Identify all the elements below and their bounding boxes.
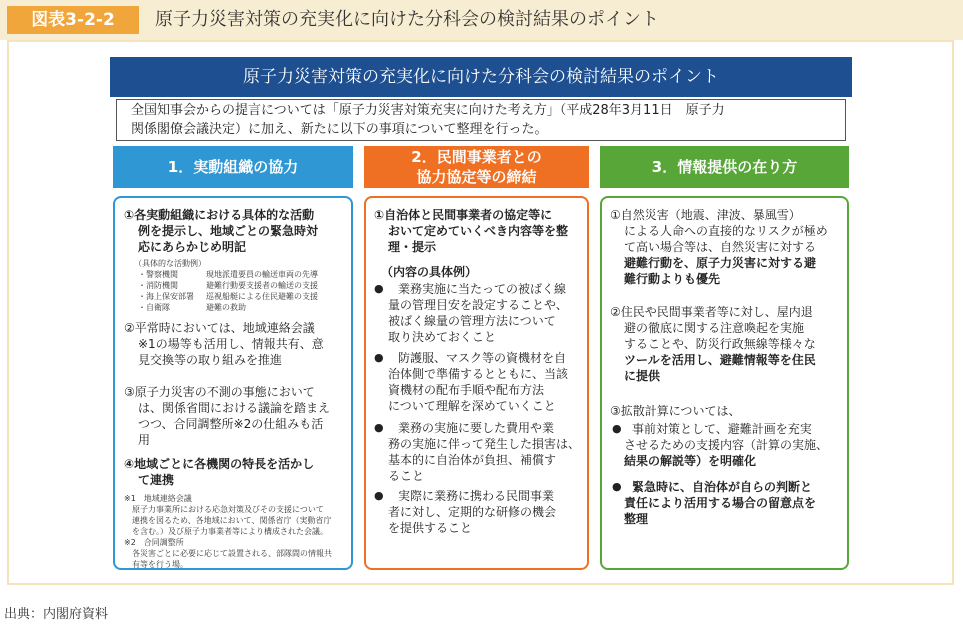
col2-bullet-line: 取り決めておくこと — [388, 330, 497, 344]
col3-item2-line: することや、防災行政無線等様々な — [624, 337, 816, 351]
col2-bullet-line: 治体側で準備するとともに、当該 — [388, 367, 569, 381]
col3-bullet-line: 責任により活用する場合の留意点を — [624, 496, 817, 510]
col2-bullet-line: について理解を深めていくこと — [388, 399, 556, 413]
col3-item2-line: ②住民や民間事業者等に対し、屋内退 — [610, 305, 813, 319]
col1-note: ※2 合同調整所 — [124, 538, 184, 547]
col1-example-agency: ・海上保安部署 — [138, 292, 194, 301]
col1-item3-line: つつ、合同調整所※2の仕組みも活 — [138, 417, 324, 431]
bullet-icon: ● — [612, 422, 622, 435]
col2-bullet-line: 防護服、マスク等の資機材を自 — [398, 351, 567, 365]
col1-item4-line: て連携 — [138, 473, 175, 487]
col2-bullet-line: 務の実施に伴って発生した損害は、 — [388, 437, 581, 451]
col1-item2-line: ②平常時においては、地域連絡会議 — [124, 321, 315, 335]
col1-example-activity: 避難行動要支援者の輸送の支援 — [206, 281, 318, 290]
col1-item2-line: ※1の場等も活用し、情報共有、意 — [138, 337, 324, 351]
col1-note: を含む。）及び原子力事業者等により構成された会議。 — [124, 527, 328, 536]
col1-example-agency: ・警察機関 — [138, 270, 178, 279]
col1-item1-line: 例を提示し、地域ごとの緊急時対 — [138, 224, 319, 238]
col1-item3-line: 用 — [138, 433, 151, 447]
col1-example-activity: 避難の救助 — [206, 303, 246, 312]
col3-item1-line: 避難行動を、原子力災害に対する避 — [624, 256, 817, 270]
col2-bullet-line: を提供すること — [388, 521, 473, 535]
col2-bullet-line: 資機材の配布手順や配布方法 — [388, 383, 545, 397]
col2-bullet-line: 業務実施に当たっての被ばく線 — [398, 282, 567, 296]
col1-item1-line: 応にあらかじめ明記 — [138, 240, 247, 254]
column-1-header — [113, 146, 353, 188]
col2-intro-line: ①自治体と民間事業者の協定等に — [374, 208, 553, 222]
column-2-header-text: 協力協定等の締結 — [416, 168, 537, 186]
col1-note: ※1 地域連絡会議 — [124, 494, 192, 503]
col3-item1-line: による人命への直接的なリスクが極め — [624, 224, 828, 238]
col1-item3-line: は、関係省間における議論を踏まえ — [138, 401, 331, 415]
col2-intro-line: 理・提示 — [388, 240, 437, 254]
col2-bullet-line: 基本的に自治体が負担、補償す — [388, 453, 557, 467]
col3-bullet-line: 結果の解説等）を明確化 — [624, 454, 757, 468]
bullet-icon: ● — [374, 282, 384, 295]
col3-item2-line: ツールを活用し、避難情報等を住民 — [624, 353, 816, 367]
col1-item2-line: 見交換等の取り組みを推進 — [138, 353, 283, 367]
column-3-header-text: 3．情報提供の在り方 — [651, 158, 798, 176]
col3-item1-line: ①自然災害（地震、津波、暴風雪） — [610, 208, 801, 222]
col1-note: 原子力事業所における応急対策及びその支援について — [124, 505, 324, 514]
intro-line: 関係閣僚会議決定）に加え、新たに以下の事項について整理を行った。 — [131, 122, 548, 137]
col3-item2-line: 避の徹底に関する注意喚起を実施 — [624, 321, 805, 335]
column-1-header-text: 1．実動組織の協力 — [167, 158, 299, 176]
col1-item3-line: ③原子力災害の不測の事態において — [124, 385, 315, 399]
figure-title: 原子力災害対策の充実化に向けた分科会の検討結果のポイント — [155, 9, 659, 30]
bullet-icon: ● — [374, 421, 384, 434]
col1-example-activity: 現地派遣要員の輸送車両の先導 — [206, 270, 318, 279]
col1-item4-line: ④地域ごとに各機関の特長を活かし — [124, 457, 315, 471]
col2-subtitle: （内容の具体例） — [381, 265, 478, 279]
col1-note: 連携を図るため、各地域において、関係省庁（実動省庁 — [124, 516, 332, 525]
col3-item1-line: て高い場合等は、自然災害に対する — [624, 240, 817, 254]
bullet-icon: ● — [374, 351, 384, 364]
col1-examples-title: （具体的な活動例） — [134, 259, 206, 268]
col2-intro-line: おいて定めていくべき内容等を整 — [388, 224, 569, 238]
col2-bullet-line: ること — [388, 469, 425, 483]
col1-example-agency: ・消防機関 — [138, 281, 178, 290]
intro-box — [116, 99, 846, 141]
col1-note: 有等を行う場。 — [124, 560, 188, 569]
col3-bullet-line: 整理 — [624, 512, 649, 526]
bullet-icon: ● — [374, 489, 384, 502]
col2-bullet-line: 量の管理目安を設定することや、 — [388, 298, 568, 312]
column-3-header — [600, 146, 849, 188]
figure-label: 図表3-2-2 — [7, 6, 139, 34]
col2-bullet-line: 実際に業務に携わる民間事業 — [398, 489, 555, 503]
col3-item3-line: ③拡散計算については、 — [610, 404, 741, 418]
source-note: 出典：内閣府資料 — [4, 607, 109, 622]
col1-example-activity: 巡視船艇による住民避難の支援 — [206, 292, 318, 301]
col1-note: 各災害ごとに必要に応じて設置される、部隊間の情報共 — [124, 549, 332, 558]
column-2-header-text: 2．民間事業者との — [411, 148, 542, 166]
col3-bullet-line: 緊急時に、自治体が自らの判断と — [632, 480, 813, 494]
col2-bullet-line: 業務の実施に要した費用や業 — [398, 421, 555, 435]
col2-bullet-line: 者に対し、定期的な研修の機会 — [388, 505, 557, 519]
diagram-banner: 原子力災害対策の充実化に向けた分科会の検討結果のポイント — [110, 57, 852, 97]
col3-item2-line: に提供 — [624, 369, 661, 383]
col1-item1-line: ①各実動組織における具体的な活動 — [124, 208, 315, 222]
bullet-icon: ● — [612, 480, 622, 493]
col3-item1-line: 難行動よりも優先 — [624, 272, 721, 286]
column-2-header — [364, 146, 589, 188]
col2-bullet-line: 被ばく線量の管理方法について — [388, 314, 556, 328]
col3-bullet-line: 事前対策として、避難計画を充実 — [632, 422, 812, 436]
col1-example-agency: ・自衛隊 — [138, 303, 170, 312]
intro-line: 全国知事会からの提言については「原子力災害対策充実に向けた考え方」（平成28年3月11日 原子力 — [131, 103, 725, 118]
col3-bullet-line: させるための支援内容（計算の実施、 — [624, 438, 829, 452]
